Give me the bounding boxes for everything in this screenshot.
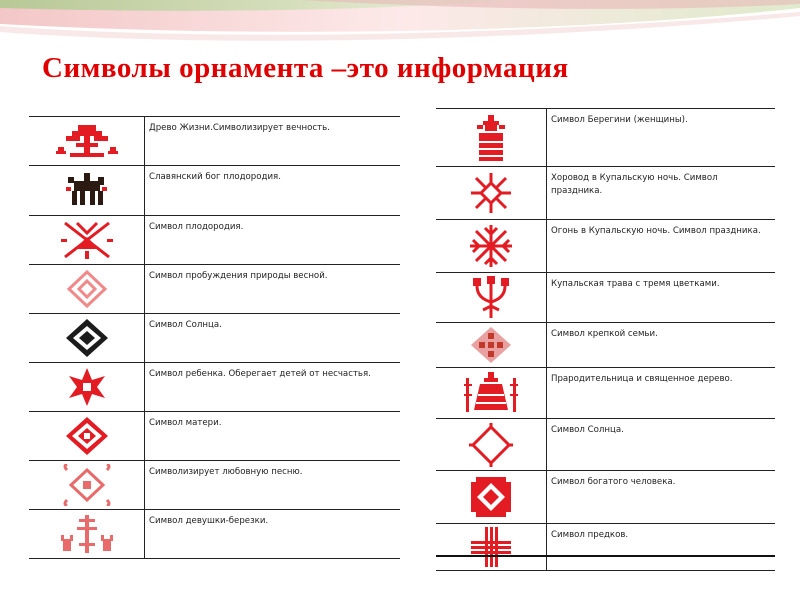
- row-text: Хоровод в Купальскую ночь. Символ праздника.: [547, 167, 776, 220]
- table-row: [29, 412, 400, 461]
- table-row: [29, 265, 400, 314]
- row-text: Символ пробуждения природы весной.: [145, 265, 401, 314]
- table-row: [436, 323, 775, 368]
- row-text: Символ плодородия.: [145, 216, 401, 265]
- fertility-god-icon: [62, 171, 112, 211]
- strong-family-icon: [469, 325, 513, 365]
- row-text: Прародительница и священное дерево.: [547, 368, 776, 419]
- row-text: Символ ребенка. Оберегает детей от несчастья.: [145, 363, 401, 412]
- table-row: [29, 117, 400, 166]
- row-text: Символ девушки-березки.: [145, 510, 401, 559]
- table-row: [29, 510, 400, 559]
- tree-of-life-icon: [54, 121, 120, 161]
- table-row: [29, 216, 400, 265]
- fire-snowflake-icon: [469, 224, 513, 268]
- table-row: [29, 314, 400, 363]
- table-row: [436, 524, 775, 571]
- table-row: [436, 220, 775, 273]
- row-text: Символизирует любовную песню.: [145, 461, 401, 510]
- table-row: [436, 109, 775, 167]
- row-text: Символ Берегини (женщины).: [547, 109, 776, 167]
- row-text: Символ крепкой семьи.: [547, 323, 776, 368]
- bereginya-icon: [473, 113, 509, 163]
- rich-man-icon: [468, 474, 514, 520]
- table-row: [436, 419, 775, 471]
- table-row: [436, 167, 775, 220]
- sun-square-icon: [469, 423, 513, 467]
- row-text: Символ Солнца.: [145, 314, 401, 363]
- child-star-icon: [65, 366, 109, 408]
- decorative-banner: [0, 0, 800, 60]
- sun-diamond-icon: [64, 317, 110, 359]
- row-text: Символ предков.: [547, 524, 776, 571]
- spring-awakening-icon: [65, 269, 109, 309]
- table-bottom-line: [436, 555, 775, 557]
- symbols-table-right: [436, 108, 775, 571]
- table-row: [436, 368, 775, 419]
- fertility-symbol-icon: [59, 219, 115, 261]
- symbols-table-left: [29, 116, 400, 559]
- row-text: Древо Жизни.Символизирует вечность.: [145, 117, 401, 166]
- mother-icon: [64, 415, 110, 457]
- ancestors-icon: [471, 527, 511, 567]
- table-row: [436, 273, 775, 323]
- row-text: Купальская трава с тремя цветками.: [547, 273, 776, 323]
- row-text: Символ Солнца.: [547, 419, 776, 471]
- table-row: [29, 461, 400, 510]
- table-row: [29, 166, 400, 216]
- row-text: Огонь в Купальскую ночь. Символ праздника.: [547, 220, 776, 273]
- row-text: Символ матери.: [145, 412, 401, 461]
- foremother-tree-icon: [464, 370, 518, 416]
- three-flowers-icon: [471, 276, 511, 320]
- round-dance-icon: [469, 172, 513, 214]
- row-text: Символ богатого человека.: [547, 471, 776, 524]
- table-row: [29, 363, 400, 412]
- page-title: Символы орнамента –это информация: [42, 52, 569, 84]
- love-song-icon: [59, 464, 115, 506]
- table-row: [436, 471, 775, 524]
- row-text: Славянский бог плодородия.: [145, 166, 401, 216]
- birch-girl-icon: [59, 513, 115, 555]
